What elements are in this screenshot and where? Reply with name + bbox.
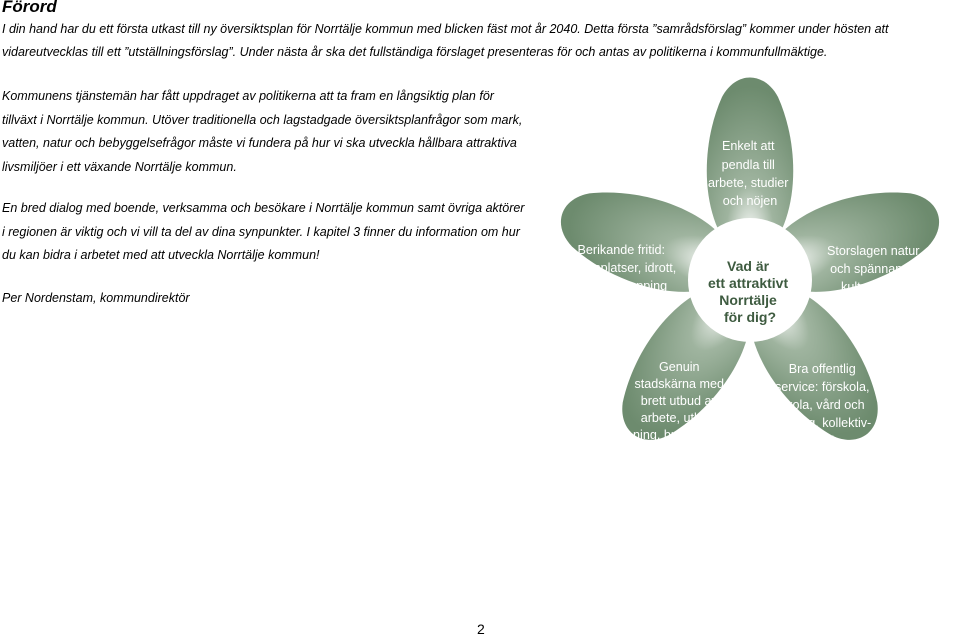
petal-line: Genuin bbox=[658, 360, 700, 374]
petal-line: stadskärna med bbox=[634, 377, 725, 391]
petal-left-text bbox=[566, 243, 679, 293]
petal-line: service: förskola, bbox=[775, 380, 870, 394]
petal-line: arbete, utbild- bbox=[640, 411, 718, 425]
page-heading: Förord bbox=[2, 0, 57, 16]
petal-line: kulturmiljöer bbox=[841, 280, 909, 294]
intro-paragraph: I din hand har du ett första utkast till ny översiktsplan för Norrtälje kommun med blicken fäst mot år 2040. Detta första ”samrådsförslag” kommer under hösten att vidareutvecklas till ett ”utställningsförslag”. Under nästa år ska det fullständiga förslaget presenteras för och antas av politikerna i kommunfullmäktige. bbox=[2, 22, 889, 59]
petal-line: trafik bbox=[810, 434, 838, 448]
petal-line: ning, butiker och bbox=[633, 428, 726, 442]
petal-line: och spännande bbox=[830, 262, 917, 276]
center-line: för dig? bbox=[723, 309, 777, 325]
center-line: ett attraktivt bbox=[707, 275, 789, 291]
center-line: Norrtälje bbox=[719, 292, 777, 308]
petal-line: Berikande fritid: bbox=[577, 243, 665, 257]
page-number: 2 bbox=[477, 621, 485, 637]
petal-line: Bra offentlig bbox=[788, 362, 856, 376]
petal-line: och nöjen bbox=[722, 194, 778, 208]
petal-line: Storslagen natur bbox=[827, 244, 920, 258]
signature: Per Nordenstam, kommundirektör bbox=[2, 291, 190, 305]
petal-line: omsorg, kollektiv- bbox=[773, 416, 872, 430]
petal-line: mötesplatser, idrott, bbox=[566, 261, 677, 275]
attractiveness-flower-diagram bbox=[525, 70, 959, 550]
petal-line: restauranger bbox=[645, 445, 717, 459]
petal-right-text bbox=[827, 244, 923, 294]
petal-line: brett utbud av bbox=[640, 394, 718, 408]
center-line: Vad är bbox=[727, 258, 770, 274]
body-paragraph-2: En bred dialog med boende, verksamma och besökare i Norrtälje kommun samt övriga aktörer i regionen är viktig och vi vill ta del av dina synpunkter. I kapitel 3 finner du information om hur du kan bidra i arbetet med att utveckla Norrtälje kommun! bbox=[2, 201, 525, 262]
petal-line: arbete, studier bbox=[707, 176, 789, 190]
petal-line: kultur, shopping bbox=[578, 279, 668, 293]
petal-line: Enkelt att bbox=[721, 139, 775, 153]
petal-line: skola, vård och bbox=[779, 398, 865, 412]
petal-line: pendla till bbox=[721, 158, 775, 172]
body-paragraph-1: Kommunens tjänstemän har fått uppdraget av politikerna att ta fram en långsiktig plan för tillväxt i Norrtälje kommun. Utöver traditionella och lagstadgade översiktsplanfrågor som mark, vatten, natur och bebyggelsefrågor måste vi fundera på hur vi ska utveckla hållbara attraktiva livsmiljöer i ett växande Norrtälje kommun. bbox=[2, 89, 523, 174]
